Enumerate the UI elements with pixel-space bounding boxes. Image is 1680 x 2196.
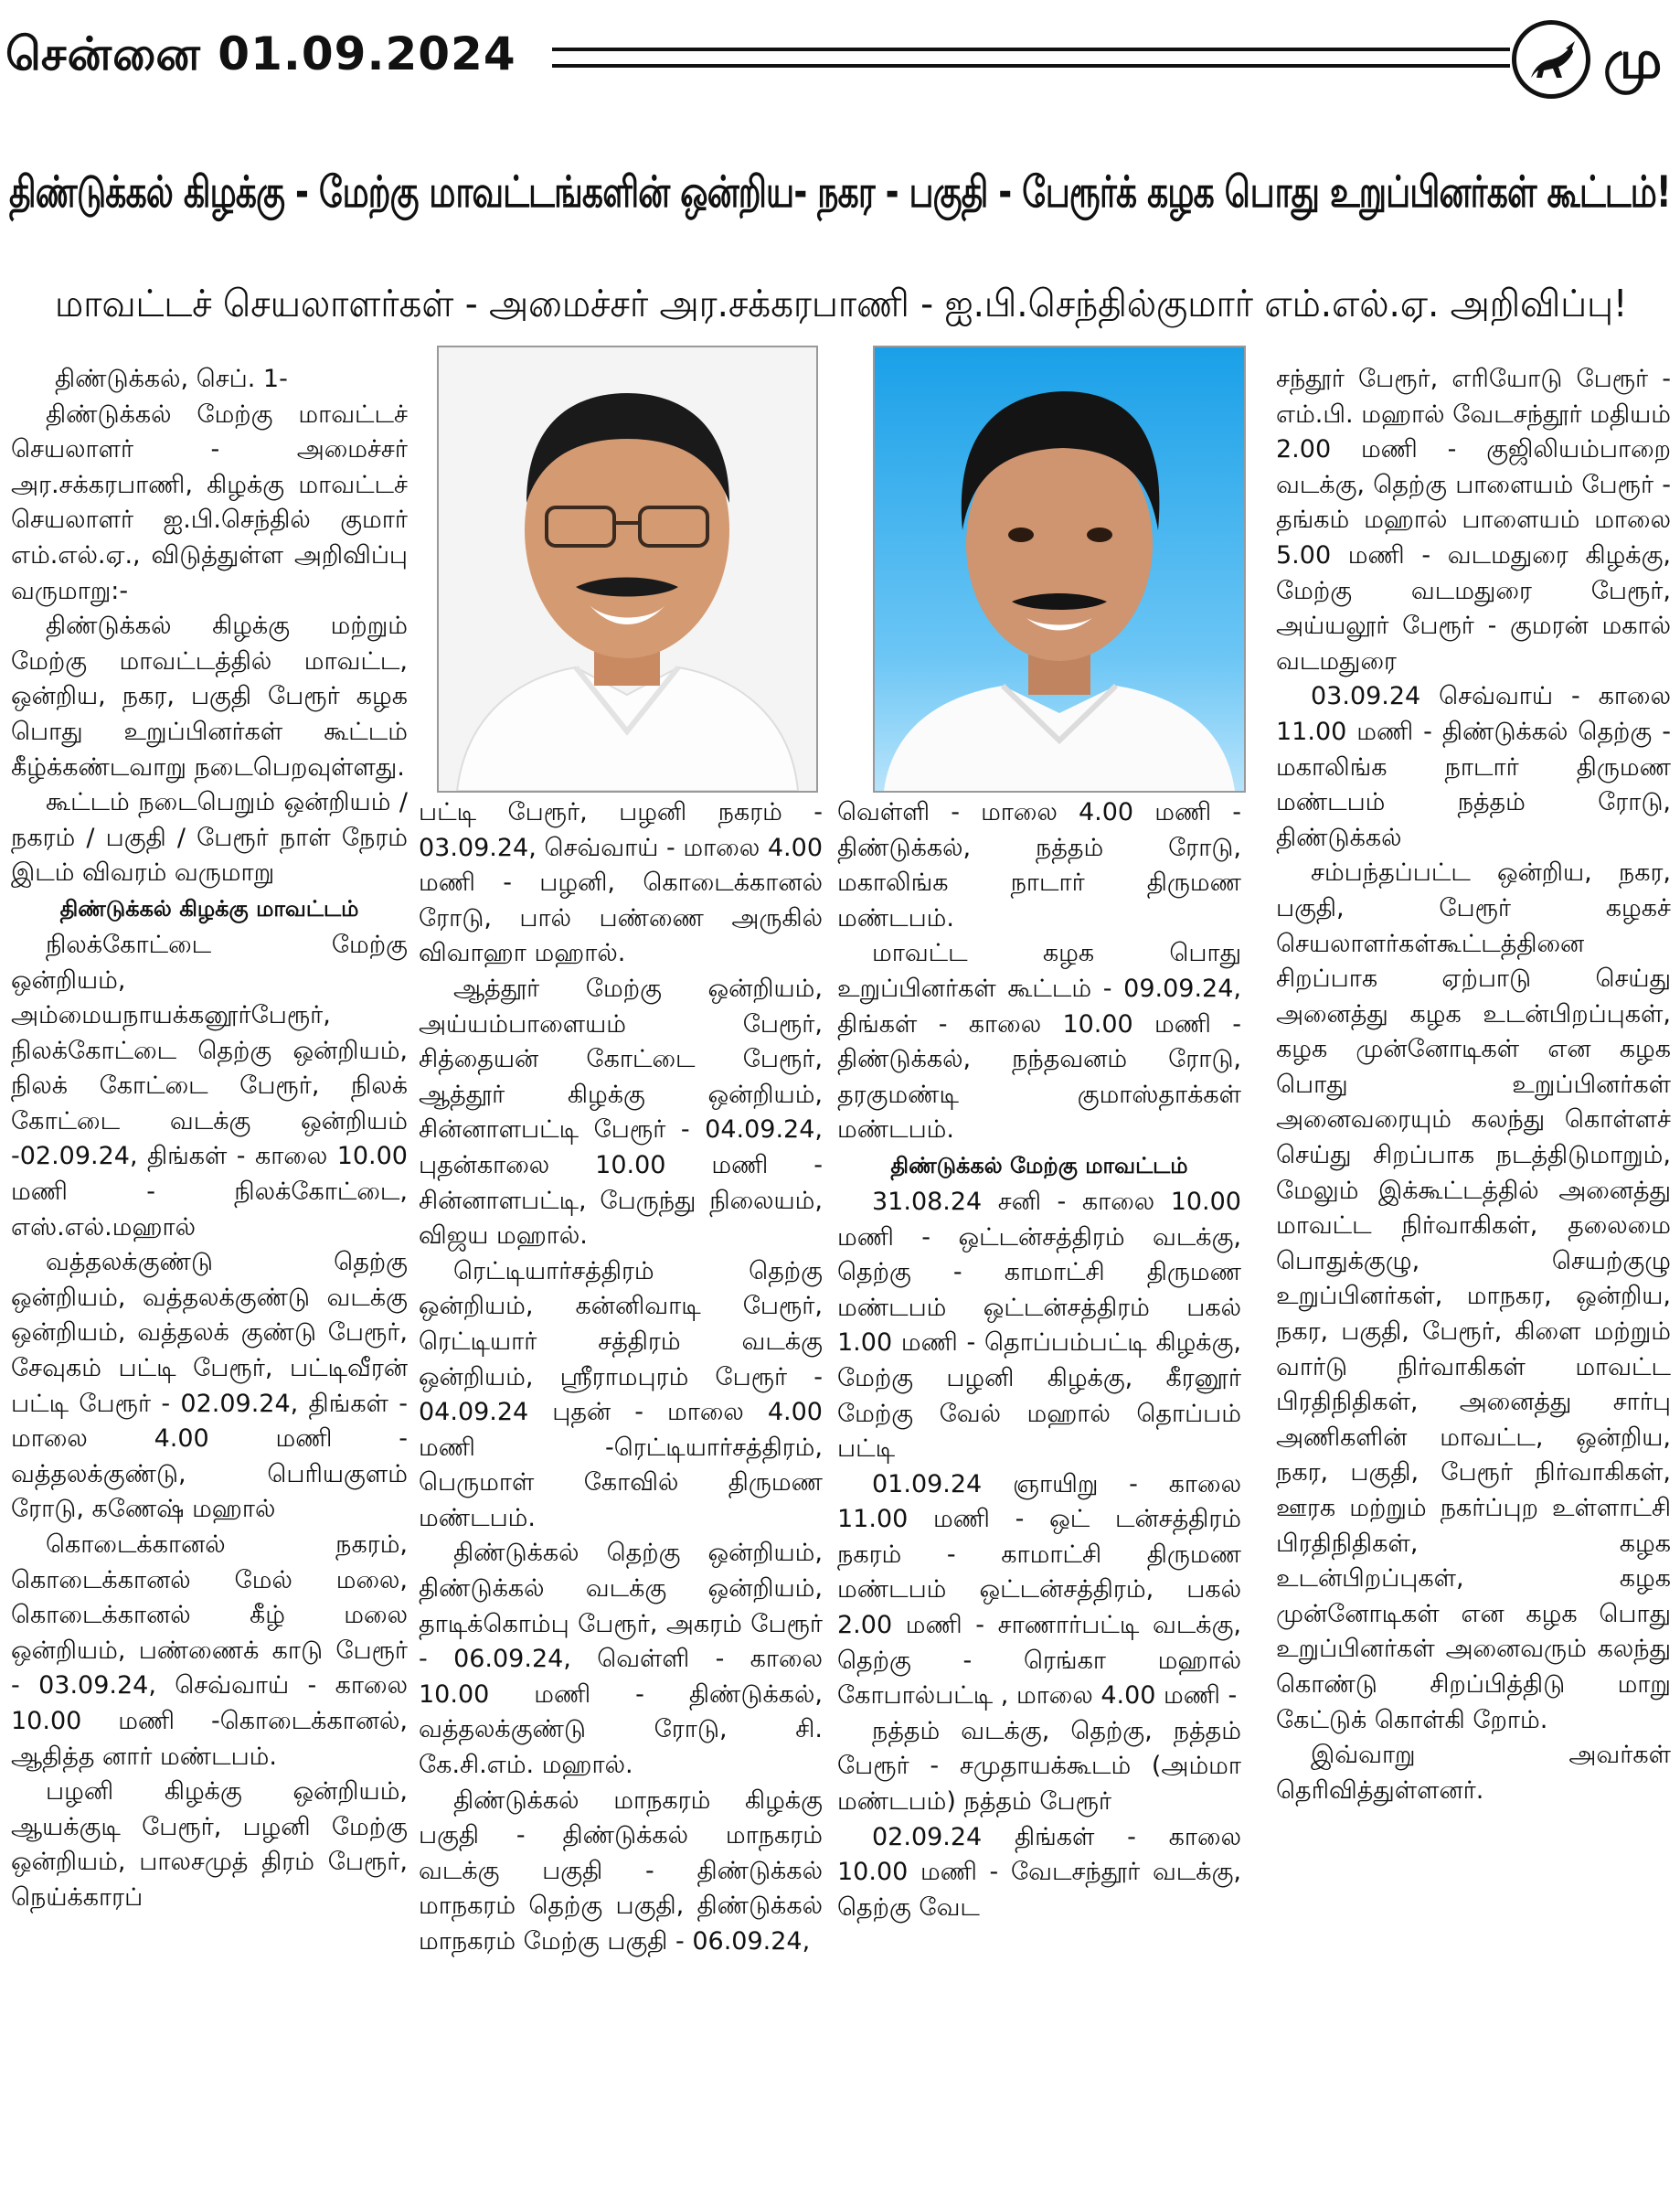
paragraph: திண்டுக்கல் மேற்கு மாவட்டச் செயலாளர் - அமைச்சர் அர.சக்கரபாணி, கிழக்கு மாவட்டச் செயலாளர் ஐ.பி.செந்தில் குமார் எம்.எல்.ஏ., விடுத்துள்ள அறிவிப்பு வருமாறு:- [11,400,408,605]
section-heading-east-district: திண்டுக்கல் கிழக்கு மாவட்டம் [59,895,359,922]
paragraph: திண்டுக்கல் கிழக்கு மற்றும் மேற்கு மாவட்டத்தில் மாவட்ட, ஒன்றிய, நகர, பகுதி பேரூர் கழக பொது உறுப்பினர்கள் கூட்டம் கீழ்க்கண்டவாறு நடைபெறவுள்ளது. [11,612,408,782]
portrait-photo-senthilkumar [873,346,1246,793]
section-heading-west-district: திண்டுக்கல் மேற்கு மாவட்டம் [890,1152,1188,1178]
rising-sun-bull-emblem-icon [1512,20,1590,99]
paragraph: பழனி கிழக்கு ஒன்றியம், ஆயக்குடி பேரூர், பழனி மேற்கு ஒன்றியம், பாலசமுத் திரம் பேரூர், நெய்க்காரப் [11,1777,408,1912]
paragraph: ரெட்டியார்சத்திரம் தெற்கு ஒன்றியம், கன்னிவாடி பேரூர், ரெட்டியார் சத்திரம் வடக்கு ஒன்றியம், ஸ்ரீராமபுரம் பேரூர் - 04.09.24 புதன் - மாலை 4.00 மணி -ரெட்டியார்சத்திரம், பெருமாள் கோவில் திருமண மண்டபம். [419,1256,823,1532]
paragraph: சம்பந்தப்பட்ட ஒன்றிய, நகர, பகுதி, பேரூர் கழகச் செயலாளர்கள்கூட்டத்தினை சிறப்பாக ஏற்பாடு செய்து அனைத்து கழக உடன்பிறப்புகள், கழக முன்னோடிகள் என கழக பொது உறுப்பினர்கள் அனைவரையும் கலந்து கொள்ளச் செய்து சிறப்பாக நடத்திடுமாறும், மேலும் இக்கூட்டத்தில் அனைத்து மாவட்ட நிர்வாகிகள், தலைமை பொதுக்குழு, செயற்குழு உறுப்பினர்கள், மாநகர, ஒன்றிய, நகர, பகுதி, பேரூர், கிளை மற்றும் வார்டு நிர்வாகிகள் மாவட்ட பிரதிநிதிகள், அனைத்து சார்பு அணிகளின் மாவட்ட, ஒன்றிய, நகர, பகுதி, பேரூர் நிர்வாகிகள், ஊரக மற்றும் நகர்ப்புற உள்ளாட்சி பிரதிநிதிகள், கழக உடன்பிறப்புகள், கழக முன்னோடிகள் என கழக பொது உறுப்பினர்கள் அனைவரும் கலந்து கொண்டு சிறப்பித்திடு மாறு கேட்டுக் கொள்கி றோம். [1276,858,1671,1734]
paragraph: வெள்ளி - மாலை 4.00 மணி - திண்டுக்கல், நத்தம் ரோடு, மகாலிங்க நாடார் திருமண மண்டபம். [837,798,1241,933]
masthead-rule [552,48,1510,68]
paragraph: கொடைக்கானல் நகரம், கொடைக்கானல் மேல் மலை, கொடைக்கானல் கீழ் மலை ஒன்றியம், பண்ணைக் காடு பேரூர் - 03.09.24, செவ்வாய் - காலை 10.00 மணி -கொடைக்கானல், ஆதித்த னார் மண்டபம். [11,1530,408,1771]
masthead [0,0,1680,105]
article-dateline: திண்டுக்கல், செப். 1- [55,365,288,393]
paragraph: 01.09.24 ஞாயிறு - காலை 11.00 மணி - ஒட் டன்சத்திரம் நகரம் - காமாட்சி திருமண மண்டபம் ஒட்டன்சத்திரம், பகல் 2.00 மணி - சாணார்பட்டி வடக்கு, தெற்கு - ரெங்கா மஹால் கோபால்பட்டி , மாலை 4.00 மணி - [837,1469,1241,1711]
paragraph: 03.09.24 செவ்வாய் - காலை 11.00 மணி - திண்டுக்கல் தெற்கு - மகாலிங்க நாடார் திருமண மண்டபம் நத்தம் ரோடு, திண்டுக்கல் [1276,682,1671,852]
paper-name-fragment: மு [1603,28,1663,91]
paragraph: திண்டுக்கல் தெற்கு ஒன்றியம், திண்டுக்கல் வடக்கு ஒன்றியம், தாடிக்கொம்பு பேரூர், அகரம் பேரூர் - 06.09.24, வெள்ளி - காலை 10.00 மணி - திண்டுக்கல், வத்தலக்குண்டு ரோடு, சி. கே.சி.எம். மஹால். [419,1539,823,1780]
paragraph: ஆத்தூர் மேற்கு ஒன்றியம், அய்யம்பாளையம் பேரூர், சித்தையன் கோட்டை பேரூர், ஆத்தூர் கிழக்கு ஒன்றியம், சின்னாளபட்டி பேரூர் - 04.09.24, புதன்காலை 10.00 மணி - சின்னாளபட்டி, பேருந்து நிலையம், விஜய மஹால். [419,974,823,1251]
article-column-1 [11,362,408,2181]
paragraph: வத்தலக்குண்டு தெற்கு ஒன்றியம், வத்தலக்குண்டு வடக்கு ஒன்றியம், வத்தலக் குண்டு பேரூர், சேவுகம் பட்டி பேரூர், பட்டிவீரன் பட்டி பேரூர் - 02.09.24, திங்கள் - மாலை 4.00 மணி - வத்தலக்குண்டு, பெரியகுளம் ரோடு, கணேஷ் மஹால் [11,1248,408,1524]
article-column-3 [837,795,1241,2185]
portrait-photo-sakkarapani [437,346,818,793]
dateline: சென்னை 01.09.2024 [5,27,516,80]
paragraph: சந்தூர் பேரூர், எரியோடு பேரூர் - எம்.பி. மஹால் வேடசந்தூர் மதியம் 2.00 மணி - குஜிலியம்பாறை வடக்கு, தெற்கு பாளையம் பேரூர் - தங்கம் மஹால் பாளையம் மாலை 5.00 மணி - வடமதுரை கிழக்கு, மேற்கு வடமதுரை பேரூர், அய்யலூர் பேரூர் - குமரன் மகால் வடமதுரை [1276,365,1671,676]
headline: திண்டுக்கல் கிழக்கு - மேற்கு மாவட்டங்களின் ஒன்றிய- நகர - பகுதி - பேரூர்க் கழக பொது உறுப்பினர்கள் கூட்டம்! [9,167,1671,218]
paragraph: மாவட்ட கழக பொது உறுப்பினர்கள் கூட்டம் - 09.09.24, திங்கள் - காலை 10.00 மணி - திண்டுக்கல், நந்தவனம் ரோடு, தரகுமண்டி குமாஸ்தாக்கள் மண்டபம். [837,939,1241,1145]
paragraph: 31.08.24 சனி - காலை 10.00 மணி - ஒட்டன்சத்திரம் வடக்கு, தெற்கு - காமாட்சி திருமண மண்டபம் ஒட்டன்சத்திரம் பகல் 1.00 மணி - தொப்பம்பட்டி கிழக்கு, மேற்கு பழனி கிழக்கு, கீரனூர் மேற்கு வேல் மஹால் தொப்பம் பட்டி [837,1187,1241,1464]
paragraph: இவ்வாறு அவர்கள் தெரிவித்துள்ளனர். [1276,1741,1671,1805]
paragraph: பட்டி பேரூர், பழனி நகரம் - 03.09.24, செவ்வாய் - மாலை 4.00 மணி - பழனி, கொடைக்கானல் ரோடு, பால் பண்ணை அருகில் விவாஹா மஹால். [419,798,823,968]
article-column-2 [419,795,823,2185]
paragraph: 02.09.24 திங்கள் - காலை 10.00 மணி - வேடசந்தூர் வடக்கு, தெற்கு வேட [837,1822,1241,1922]
subheadline: மாவட்டச் செயலாளர்கள் - அமைச்சர் அர.சக்கரபாணி - ஐ.பி.செந்தில்குமார் எம்.எல்.ஏ. அறிவிப்பு! [55,282,1628,325]
article-column-4 [1276,362,1671,2181]
paragraph: நிலக்கோட்டை மேற்கு ஒன்றியம், அம்மையநாயக்கனூர்பேரூர், நிலக்கோட்டை தெற்கு ஒன்றியம், நிலக் கோட்டை பேரூர், நிலக் கோட்டை வடக்கு ஒன்றியம் -02.09.24, திங்கள் - காலை 10.00 மணி - நிலக்கோட்டை, எஸ்.எல்.மஹால் [11,930,408,1242]
paragraph: திண்டுக்கல் மாநகரம் கிழக்கு பகுதி - திண்டுக்கல் மாநகரம் வடக்கு பகுதி - திண்டுக்கல் மாநகரம் தெற்கு பகுதி, திண்டுக்கல் மாநகரம் மேற்கு பகுதி - 06.09.24, [419,1786,823,1956]
paragraph: நத்தம் வடக்கு, தெற்கு, நத்தம் பேரூர் - சமுதாயக்கூடம் (அம்மா மண்டபம்) நத்தம் பேரூர் [837,1716,1241,1817]
paragraph: கூட்டம் நடைபெறும் ஒன்றியம் / நகரம் / பகுதி / பேரூர் நாள் நேரம் இடம் விவரம் வருமாறு [11,788,408,888]
